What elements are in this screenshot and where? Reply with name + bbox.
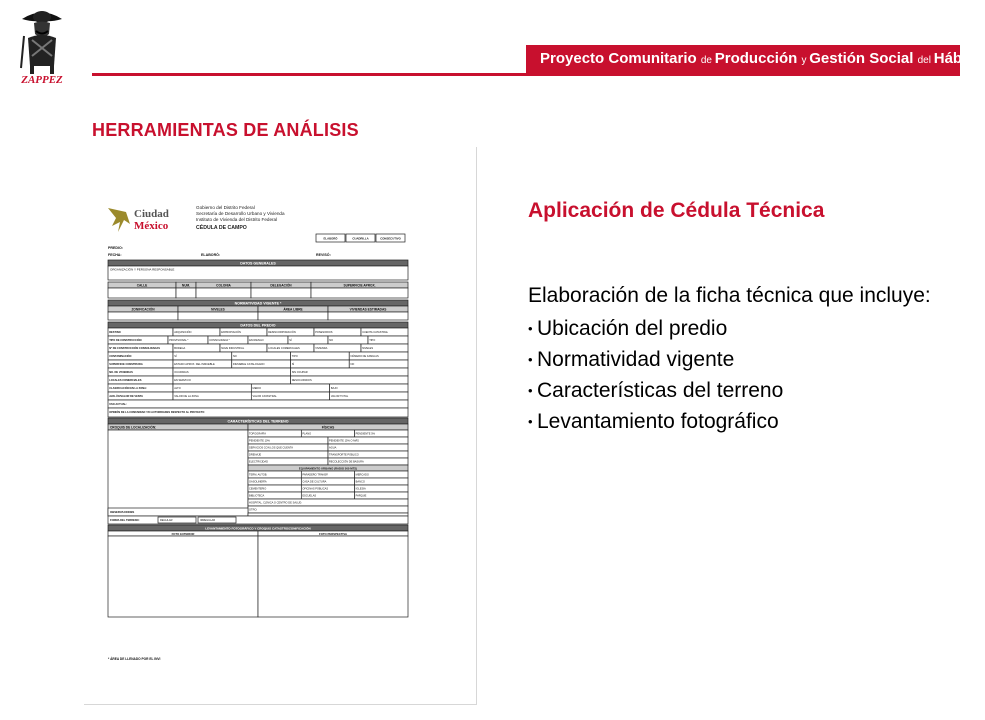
section-heading: NORMATIVIDAD VIGENTE *	[234, 301, 282, 306]
form-label: EN RIESGO	[249, 339, 264, 342]
form-label: PREDIO:	[108, 246, 123, 250]
form-label: SUPERFICIE APROX.	[343, 283, 376, 288]
form-label: POSESORIOS	[315, 331, 333, 334]
form-label: BAJO	[330, 387, 338, 390]
form-cell	[173, 368, 291, 376]
form-label: ÁREA LIBRE	[283, 307, 303, 312]
form-label: EXPROPIACIÓN	[221, 331, 241, 334]
form-label: IGLESIA	[355, 487, 366, 491]
gov-line-1: Gobierno del Distrito Federal	[196, 205, 255, 210]
forma-row	[108, 516, 408, 524]
form-label: AGUA	[329, 446, 337, 450]
form-label: ZONIFICACIÓN	[131, 307, 155, 312]
form-label: MEDIO	[252, 387, 262, 390]
form-label: NO	[232, 355, 237, 358]
form-label: DRENAJE	[249, 453, 262, 457]
bullet-icon: •	[528, 352, 533, 367]
form-label: VIVIENDA	[315, 347, 328, 350]
form-label: RECOLECCIÓN DE BASURA	[329, 460, 364, 464]
form-label: TIPO	[369, 339, 376, 342]
form-label: NAVE INDUSTRIAL	[221, 347, 245, 350]
form-label: PENDIENTE 10%	[249, 439, 270, 443]
form-cell	[251, 384, 329, 392]
list-item: • Normatividad vigente	[528, 344, 948, 375]
banner-text: del	[917, 55, 934, 66]
form-label: COLONIA	[216, 283, 231, 288]
intro-text: Elaboración de la ficha técnica que incluye:	[528, 284, 931, 307]
banner-text: Gestión Social	[809, 50, 918, 67]
content-body	[528, 280, 948, 437]
form-label: PENDIENTE 15% O MÁS	[329, 439, 359, 443]
form-label: Nº DE CONSTRUCCIÓN CONSOLIDADAS	[109, 347, 161, 350]
form-label: REVISÓ:	[316, 253, 331, 257]
form-label: INMUEBLE CATALOGADO	[232, 363, 265, 366]
form-label: DESOCUPADOS	[291, 379, 312, 382]
section-heading: CARACTERÍSTICAS DEL TERRENO	[227, 419, 289, 424]
project-banner	[526, 45, 985, 73]
list-item: • Ubicación del predio	[528, 313, 948, 344]
section-heading: LEVANTAMIENTO FOTOGRÁFICO Y CROQUIS CATASTRO/ZONIFICACIÓN	[205, 526, 311, 531]
form-cell	[328, 444, 408, 451]
form-title: CÉDULA DE CAMPO	[196, 225, 247, 231]
croquis-area	[108, 430, 248, 516]
form-cell	[328, 312, 408, 320]
form-label: CALLE	[136, 283, 148, 288]
form-label: NÚMERO DE FAMILIAS	[350, 355, 379, 358]
form-cell	[232, 352, 291, 360]
form-cell	[176, 288, 196, 298]
form-label: REGULAR	[160, 519, 173, 523]
photo-box	[108, 536, 258, 617]
bullet-list	[528, 313, 948, 437]
form-cell	[258, 312, 328, 320]
banner-text: de	[700, 55, 715, 66]
form-label: CUENTA CATASTRAL	[362, 331, 389, 334]
form-label: CROQUIS DE LOCALIZACIÓN:	[110, 425, 157, 430]
form-label: TERM. AUTOB.	[249, 473, 268, 477]
form-label: BANCO	[355, 480, 365, 484]
form-label: PLANO	[302, 432, 312, 436]
bullet-icon: •	[528, 414, 533, 429]
form-label: CONTAMINACIÓN	[109, 355, 132, 358]
form-cell	[328, 336, 368, 344]
form-label: EQUIPAMIENTO URBANO (RADIO 500 MTS)	[298, 466, 358, 471]
form-label: SÍ	[289, 339, 292, 342]
form-cell	[173, 352, 232, 360]
form-label: ADQUISICIÓN	[174, 331, 192, 334]
bullet-icon: •	[528, 383, 533, 398]
list-item: • Levantamiento fotográfico	[528, 406, 948, 437]
form-label: VALOR TOTAL	[330, 395, 349, 398]
form-label: BODEGA	[174, 347, 186, 350]
gov-line-3: Instituto de Vivienda del Distrito Federal	[196, 217, 278, 222]
form-label: DESINCORPORACIÓN	[268, 331, 296, 334]
form-cell	[291, 352, 350, 360]
form-cell	[196, 288, 251, 298]
ciudad-mexico-logo	[108, 208, 169, 232]
form-cell	[248, 506, 408, 513]
form-label: NUM.	[181, 283, 191, 288]
form-label: PARADERO TRANSP.	[302, 473, 329, 477]
banner-text: Hábitat	[933, 50, 985, 67]
form-label: CEMENTERIO	[249, 487, 267, 491]
form-label: VIVIENDAS ESTIMADAS	[349, 307, 387, 312]
form-label: DESTINO	[109, 331, 121, 334]
bullet-icon: •	[528, 321, 533, 336]
form-label: OPINIÓN DE LA COMUNIDAD Y/O AUTORIDADES RESPECTO AL PROYECTO	[109, 411, 205, 414]
form-cell	[349, 360, 408, 368]
form-label: ELECTRICIDAD	[249, 460, 269, 464]
form-cell	[291, 360, 350, 368]
section-heading: DATOS GENERALES	[240, 261, 276, 266]
form-label: ALTO	[174, 387, 181, 390]
form-cell	[108, 312, 178, 320]
zapata-logo	[8, 6, 76, 86]
form-label: OTRO:	[249, 508, 258, 512]
form-label: ESTADO APROX. DEL INMUEBLE	[174, 363, 215, 366]
form-cell	[288, 336, 328, 344]
form-label: NO	[329, 339, 334, 342]
form-label: CUADRILLA	[352, 236, 369, 241]
form-label: SUPERFICIE CONSTRUIDA	[109, 363, 143, 366]
form-label: FOTO EXTERIOR	[171, 531, 195, 536]
form-label: USO ACTUAL:	[109, 403, 127, 406]
form-label: PENDIENTE 5%	[355, 432, 375, 436]
form-label: OBSERVACIONES	[110, 510, 135, 514]
form-label: ORGANIZACIÓN Y PERSONA RESPONSABLE	[110, 267, 175, 272]
fisicas-filler	[248, 513, 408, 516]
content-subtitle: Aplicación de Cédula Técnica	[528, 199, 825, 222]
form-label: PROVISIONAL *	[169, 339, 189, 342]
form-label: GASOLINERÍA	[249, 480, 267, 484]
form-label: TRANSPORTE PÚBLICO	[329, 453, 359, 457]
form-cell	[108, 400, 408, 408]
form-cell	[330, 384, 408, 392]
section-title: HERRAMIENTAS DE ANÁLISIS	[92, 120, 359, 140]
photo-box	[258, 536, 408, 617]
form-label: CONSOLIDADA *	[209, 339, 230, 342]
form-label: CLASIFICACIÓN EN LA ZONA:	[109, 387, 147, 390]
header-rule	[92, 73, 960, 76]
form-cell	[311, 288, 408, 298]
form-label: OFICINAS PÚBLICAS	[302, 487, 329, 491]
logo-signature: ZAPPEZ	[21, 74, 63, 86]
form-label: SÍ	[291, 363, 295, 366]
form-label: VALOR DE LA ZONA	[174, 395, 199, 398]
form-label: VALOR CATASTRAL	[252, 395, 277, 398]
form-label: NIVELES	[211, 307, 225, 312]
form-label: CONSECUTIVO	[380, 236, 401, 241]
form-label: FÍSICAS	[321, 425, 335, 430]
list-item: • Características del terreno	[528, 375, 948, 406]
form-label: TIPO DE CONSTRUCCIÓN	[109, 339, 142, 342]
form-label: LOCALES COMERCIALES	[109, 379, 142, 382]
logo-line-2: México	[134, 220, 169, 232]
form-label: SERVICIOS CON LOS QUE CUENTA	[249, 446, 294, 450]
form-label: ELABORÓ	[323, 236, 338, 241]
form-label: NIVELES	[362, 347, 374, 350]
form-label: AVALÚO/VALOR DE VENTA	[109, 395, 144, 398]
form-label: NO	[350, 363, 355, 366]
form-label: TIPO	[291, 355, 298, 358]
form-label: HOSPITAL, CLÍNICA O CENTRO DE SALUD:	[249, 501, 302, 505]
form-label: PARQUE	[355, 494, 367, 498]
form-cell	[178, 312, 258, 320]
form-label: TOPOGRAFÍA	[249, 432, 266, 436]
banner-text: Producción	[714, 50, 802, 67]
banner-text: Proyecto Comunitario	[540, 50, 701, 67]
form-label: ELABORÓ:	[201, 253, 221, 257]
form-label: DELEGACIÓN	[270, 283, 292, 288]
form-label: SÍ	[174, 355, 177, 358]
footnote: * ÁREA DE LLENADO POR EL INVI	[108, 657, 161, 661]
form-label: SIN OCUPAR	[291, 371, 308, 374]
form-label: IRREGULAR	[200, 519, 216, 523]
form-label: BIBLIOTECA	[249, 494, 265, 498]
form-label: CASA DE CULTURA	[302, 480, 327, 484]
form-label: FECHA:	[108, 253, 122, 257]
form-label: LOCALES COMERCIALES	[268, 347, 300, 350]
form-cell	[108, 288, 176, 298]
form-label: NO. DE VIVIENDAS	[109, 371, 133, 374]
banner-text: y	[801, 55, 810, 66]
cedula-form-image	[106, 202, 411, 662]
form-label: FOTO PERSPECTIVA	[318, 531, 348, 536]
gov-line-2: Secretaría de Desarrollo Urbano y Vivienda	[196, 211, 285, 216]
form-label: FORMA DEL TERRENO:	[110, 519, 140, 522]
section-heading: DATOS DEL PREDIO	[240, 323, 276, 328]
form-preview	[84, 147, 477, 705]
form-label: EN SERVICIO	[174, 379, 191, 382]
form-cell	[251, 288, 311, 298]
form-label: MERCADO	[355, 473, 369, 477]
logo-line-1: Ciudad	[134, 208, 169, 220]
form-cell	[173, 384, 251, 392]
form-label: ESCUELAS	[302, 494, 317, 498]
form-label: OCUPADAS	[174, 371, 189, 374]
form-cell	[291, 368, 409, 376]
